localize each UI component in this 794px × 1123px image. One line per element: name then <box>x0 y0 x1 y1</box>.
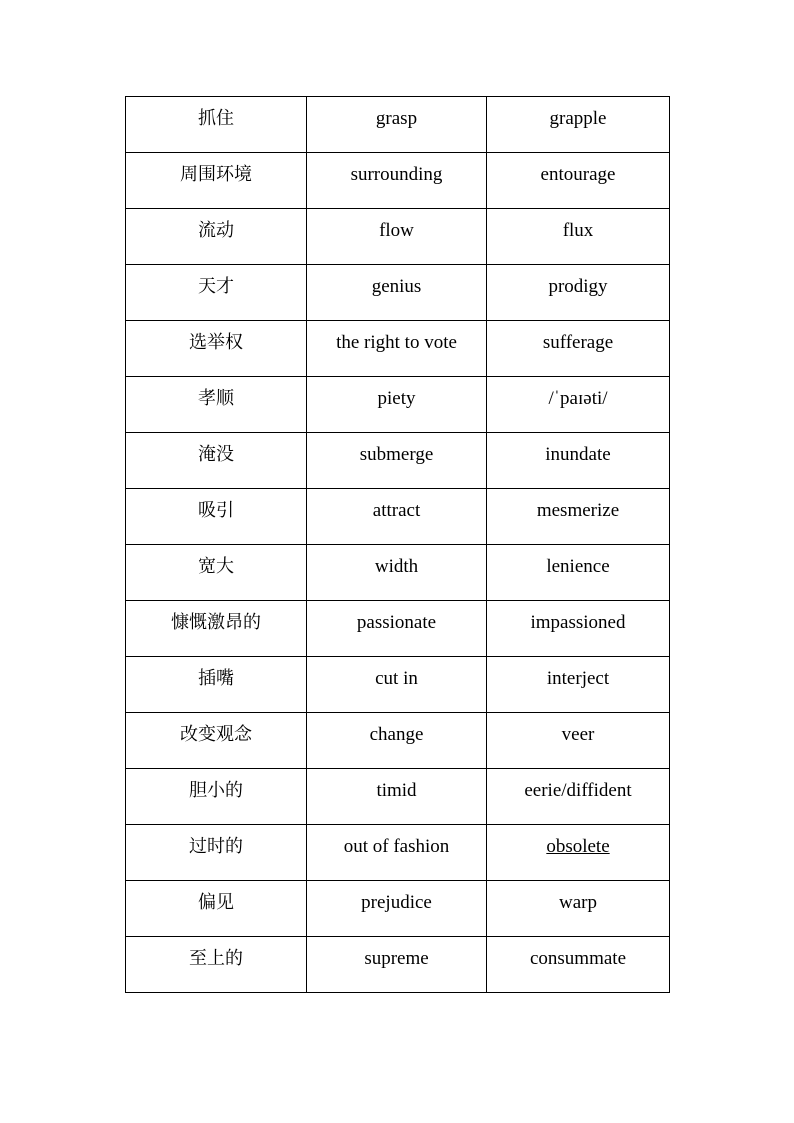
chinese-word: 选举权 <box>189 332 243 353</box>
advanced-word: eerie/diffident <box>524 780 632 801</box>
advanced-word-cell <box>487 153 670 209</box>
pronunciation: /ˈpaɪəti/ <box>548 388 608 409</box>
table-row <box>126 545 670 601</box>
advanced-word: warp <box>559 892 597 913</box>
advanced-word: mesmerize <box>536 500 620 521</box>
common-word-cell <box>307 489 487 545</box>
advanced-word: consummate <box>529 948 627 969</box>
chinese-cell <box>126 489 307 545</box>
advanced-word: inundate <box>545 444 611 465</box>
advanced-word-cell <box>487 769 670 825</box>
common-word: piety <box>377 388 416 409</box>
common-word: genius <box>371 276 422 297</box>
chinese-word: 孝顺 <box>198 388 234 409</box>
table-row <box>126 265 670 321</box>
chinese-word: 流动 <box>198 220 234 241</box>
advanced-word: flux <box>562 220 594 241</box>
chinese-cell <box>126 377 307 433</box>
advanced-word-cell <box>487 881 670 937</box>
chinese-cell <box>126 601 307 657</box>
chinese-cell <box>126 153 307 209</box>
chinese-cell <box>126 825 307 881</box>
table-row <box>126 377 670 433</box>
table-row <box>126 937 670 993</box>
table-row <box>126 489 670 545</box>
table-row <box>126 601 670 657</box>
advanced-word: entourage <box>540 164 616 185</box>
common-word: passionate <box>356 612 437 633</box>
common-word-cell <box>307 209 487 265</box>
chinese-cell <box>126 713 307 769</box>
chinese-word: 插嘴 <box>198 668 234 689</box>
advanced-word-underlined: obsolete <box>546 836 610 857</box>
chinese-word: 淹没 <box>198 444 234 465</box>
common-word-cell <box>307 601 487 657</box>
table-row <box>126 881 670 937</box>
advanced-word-cell <box>487 937 670 993</box>
common-word: prejudice <box>361 892 432 913</box>
chinese-word: 胆小的 <box>189 780 243 801</box>
table-row <box>126 713 670 769</box>
chinese-cell <box>126 209 307 265</box>
common-word-cell <box>307 825 487 881</box>
table-row <box>126 321 670 377</box>
advanced-word-cell <box>487 601 670 657</box>
advanced-word: prodigy <box>548 276 608 297</box>
chinese-word: 周围环境 <box>180 164 252 185</box>
common-word: submerge <box>359 444 434 465</box>
chinese-word: 抓住 <box>198 108 234 129</box>
common-word-cell <box>307 545 487 601</box>
chinese-cell <box>126 97 307 153</box>
advanced-word: veer <box>561 724 595 745</box>
common-word-cell <box>307 937 487 993</box>
common-word: attract <box>372 500 421 521</box>
advanced-word-cell <box>487 713 670 769</box>
advanced-word: interject <box>546 668 610 689</box>
table-row <box>126 657 670 713</box>
common-word-cell <box>307 769 487 825</box>
advanced-word-cell <box>487 265 670 321</box>
chinese-word: 过时的 <box>189 836 243 857</box>
advanced-word-cell <box>487 321 670 377</box>
common-word: supreme <box>364 948 429 969</box>
common-word: grasp <box>375 108 418 129</box>
common-word-cell <box>307 881 487 937</box>
common-word-cell <box>307 433 487 489</box>
common-word: the right to vote <box>336 332 457 353</box>
advanced-word-cell <box>487 433 670 489</box>
common-word-cell <box>307 713 487 769</box>
common-word: change <box>369 724 424 745</box>
common-word: cut in <box>375 668 418 689</box>
common-word-cell <box>307 153 487 209</box>
advanced-word-cell <box>487 97 670 153</box>
table-row <box>126 825 670 881</box>
chinese-cell <box>126 769 307 825</box>
chinese-cell <box>126 321 307 377</box>
vocabulary-table <box>125 96 670 993</box>
chinese-word: 天才 <box>198 276 234 297</box>
advanced-word-cell <box>487 489 670 545</box>
common-word: surrounding <box>350 164 443 185</box>
table-row <box>126 769 670 825</box>
common-word-cell <box>307 265 487 321</box>
chinese-cell <box>126 937 307 993</box>
chinese-word: 慷慨激昂的 <box>171 612 261 633</box>
advanced-word: grapple <box>549 108 607 129</box>
chinese-cell <box>126 657 307 713</box>
chinese-cell <box>126 881 307 937</box>
advanced-word: impassioned <box>530 612 626 633</box>
common-word-cell <box>307 321 487 377</box>
advanced-word-cell <box>487 657 670 713</box>
common-word: flow <box>379 220 414 241</box>
common-word: out of fashion <box>343 836 450 857</box>
advanced-word-cell <box>487 545 670 601</box>
chinese-cell <box>126 545 307 601</box>
advanced-word-cell <box>487 377 670 433</box>
table-row <box>126 153 670 209</box>
chinese-word: 至上的 <box>189 948 243 969</box>
table-row <box>126 433 670 489</box>
chinese-cell <box>126 265 307 321</box>
common-word: timid <box>376 780 417 801</box>
advanced-word: sufferage <box>542 332 614 353</box>
advanced-word: lenience <box>546 556 610 577</box>
common-word-cell <box>307 657 487 713</box>
common-word-cell <box>307 97 487 153</box>
chinese-cell <box>126 433 307 489</box>
common-word-cell <box>307 377 487 433</box>
chinese-word: 改变观念 <box>180 724 252 745</box>
common-word: width <box>374 556 419 577</box>
table-row <box>126 209 670 265</box>
table-row <box>126 97 670 153</box>
chinese-word: 宽大 <box>198 556 234 577</box>
advanced-word-cell <box>487 209 670 265</box>
advanced-word-cell <box>487 825 670 881</box>
chinese-word: 吸引 <box>198 500 234 521</box>
chinese-word: 偏见 <box>198 892 234 913</box>
